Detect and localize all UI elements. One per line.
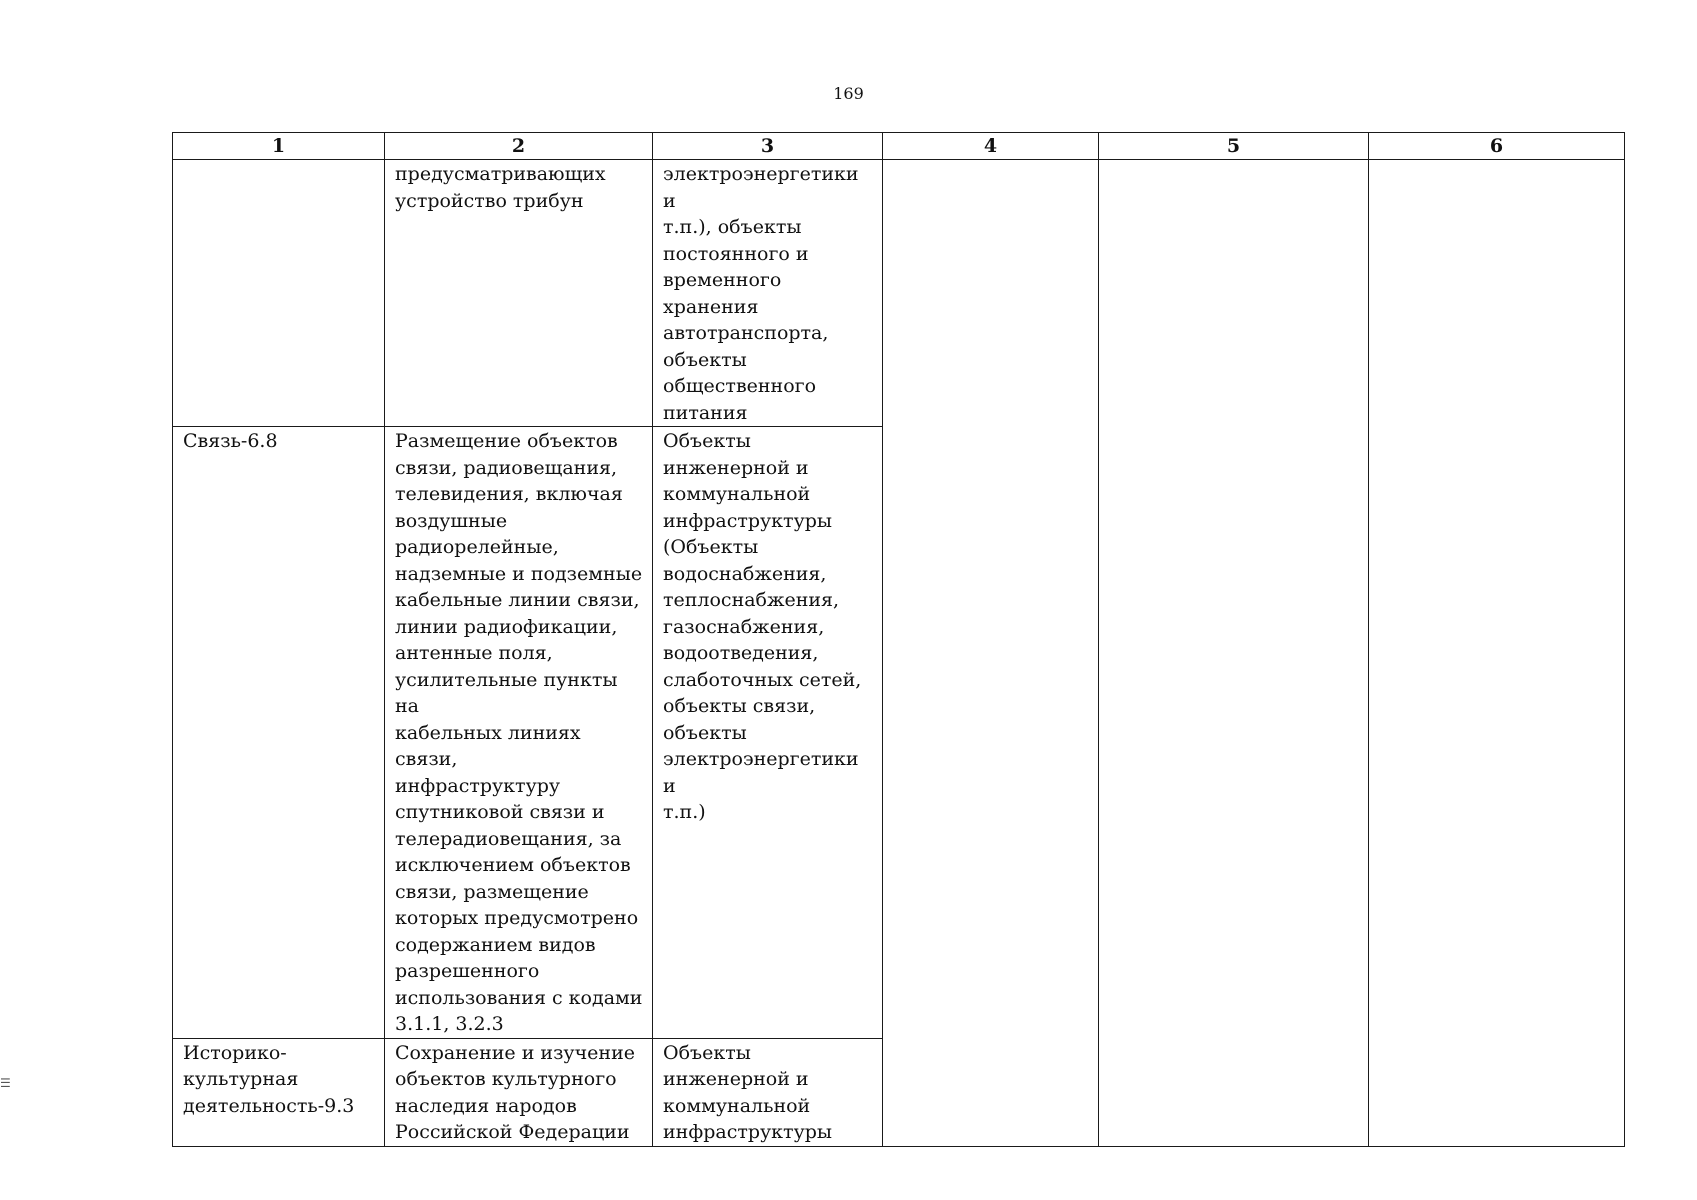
column-header-5: 5 xyxy=(1099,133,1369,160)
column-header-4: 4 xyxy=(883,133,1099,160)
table-row xyxy=(173,160,1625,427)
cell-land-use-type: Связь-6.8 xyxy=(173,427,385,1039)
margin-scan-mark: ☰ xyxy=(0,1076,11,1090)
cell-permitted-objects: Объекты инженерной и коммунальной инфраструктуры (Объекты водоснабжения, теплоснабжения, газоснабжения, водоотведения, слаботочных сетей, объекты связи, объекты электроэнергетики и т.п.) xyxy=(653,427,883,1039)
cell-description: предусматривающих устройство трибун xyxy=(385,160,653,427)
land-use-table xyxy=(172,132,1625,1147)
cell-permitted-objects: Объекты инженерной и коммунальной инфраструктуры xyxy=(653,1038,883,1146)
cell-description: Сохранение и изучение объектов культурного наследия народов Российской Федерации xyxy=(385,1038,653,1146)
cell-land-use-type xyxy=(173,160,385,427)
cell-column-6 xyxy=(1369,160,1625,1147)
page-number: 169 xyxy=(833,84,864,103)
column-header-3: 3 xyxy=(653,133,883,160)
cell-land-use-type: Историко- культурная деятельность-9.3 xyxy=(173,1038,385,1146)
cell-column-4 xyxy=(883,160,1099,1147)
column-header-6: 6 xyxy=(1369,133,1625,160)
cell-column-5 xyxy=(1099,160,1369,1147)
column-header-1: 1 xyxy=(173,133,385,160)
table-header-row xyxy=(173,133,1625,160)
column-header-2: 2 xyxy=(385,133,653,160)
cell-permitted-objects: электроэнергетики и т.п.), объекты постоянного и временного хранения автотранспорта, объекты общественного питания xyxy=(653,160,883,427)
cell-description: Размещение объектов связи, радиовещания, телевидения, включая воздушные радиорелейные, надземные и подземные кабельные линии связи, линии радиофикации, антенные поля, усилительные пункты на кабельных линиях связи, инфраструктуру спутниковой связи и телерадиовещания, за исключением объектов связи, размещение которых предусмотрено содержанием видов разрешенного использования с кодами 3.1.1, 3.2.3 xyxy=(385,427,653,1039)
